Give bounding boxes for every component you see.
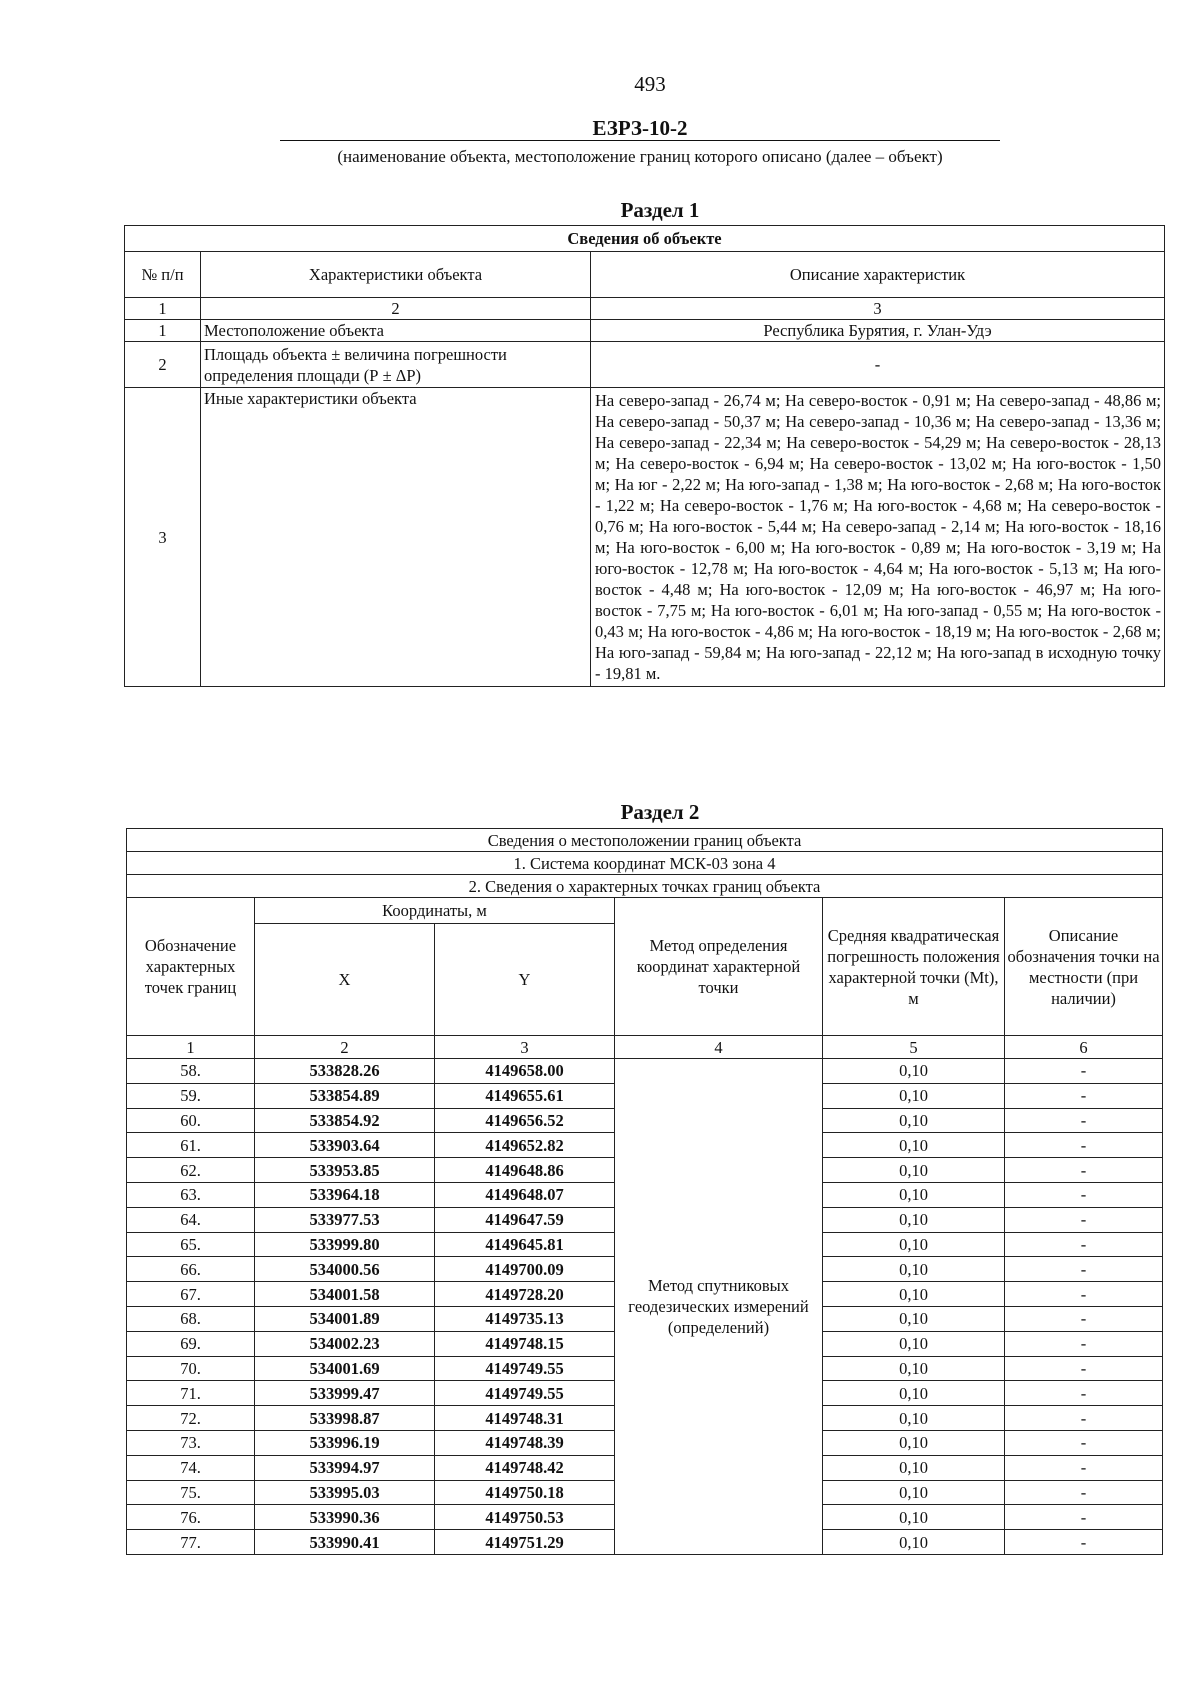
point-description: - [1005, 1207, 1163, 1232]
point-description: - [1005, 1455, 1163, 1480]
coord-y: 4149652.82 [435, 1133, 615, 1158]
point-description: - [1005, 1530, 1163, 1555]
mean-error: 0,10 [823, 1257, 1005, 1282]
coord-x: 534001.58 [255, 1282, 435, 1307]
point-description: - [1005, 1505, 1163, 1530]
mean-error: 0,10 [823, 1406, 1005, 1431]
point-label: 68. [127, 1306, 255, 1331]
coord-x: 534000.56 [255, 1257, 435, 1282]
coord-x: 533994.97 [255, 1455, 435, 1480]
coord-y: 4149750.53 [435, 1505, 615, 1530]
coord-y: 4149700.09 [435, 1257, 615, 1282]
object-info-table [124, 225, 1165, 687]
coord-x: 534001.69 [255, 1356, 435, 1381]
mean-error: 0,10 [823, 1505, 1005, 1530]
row-num: 2 [125, 342, 201, 388]
mean-error: 0,10 [823, 1381, 1005, 1406]
header-coordinates: Координаты, м [255, 898, 615, 924]
coord-x: 533995.03 [255, 1480, 435, 1505]
coord-y: 4149648.86 [435, 1158, 615, 1183]
mean-error: 0,10 [823, 1306, 1005, 1331]
row-num: 3 [125, 388, 201, 687]
row-characteristic: Местоположение объекта [201, 320, 591, 342]
mean-error: 0,10 [823, 1430, 1005, 1455]
point-label: 70. [127, 1356, 255, 1381]
method-cell: Метод спутниковых геодезических измерений (определений) [615, 1059, 823, 1555]
coord-y: 4149655.61 [435, 1083, 615, 1108]
coord-x: 534001.89 [255, 1306, 435, 1331]
coord-y: 4149748.42 [435, 1455, 615, 1480]
point-label: 64. [127, 1207, 255, 1232]
col-number: 6 [1005, 1036, 1163, 1059]
col-number: 4 [615, 1036, 823, 1059]
coord-y: 4149749.55 [435, 1356, 615, 1381]
point-label: 60. [127, 1108, 255, 1133]
row-characteristic: Иные характеристики объекта [201, 388, 591, 687]
point-description: - [1005, 1133, 1163, 1158]
coord-x: 534002.23 [255, 1331, 435, 1356]
header-characteristics: Характеристики объекта [201, 252, 591, 298]
point-description: - [1005, 1406, 1163, 1431]
coord-x: 533854.89 [255, 1083, 435, 1108]
coord-x: 533990.41 [255, 1530, 435, 1555]
header-point-description: Описание обозначения точки на местности (при наличии) [1005, 898, 1163, 1036]
header-point: Обозначение характерных точек границ [127, 898, 255, 1036]
point-label: 66. [127, 1257, 255, 1282]
row-description: На северо-запад - 26,74 м; На северо-восток - 0,91 м; На северо-запад - 48,86 м; На северо-запад - 50,37 м; На северо-запад - 10,36 м; На северо-запад - 13,36 м; На северо-запад - 22,34 м; На северо-восток - 54,29 м; На северо-восток - 28,13 м; На северо-восток - 6,94 м; На северо-восток - 13,02 м; На юго-восток - 1,50 м; На юг - 2,22 м; На юго-запад - 1,38 м; На юго-восток - 2,68 м; На юго-восток - 1,22 м; На северо-восток - 1,76 м; На юго-восток - 4,68 м; На северо-восток - 0,76 м; На юго-восток - 5,44 м; На северо-запад - 2,14 м; На юго-восток - 18,16 м; На юго-восток - 6,00 м; На юго-восток - 0,89 м; На юго-восток - 3,19 м; На юго-восток - 12,78 м; На юго-восток - 4,64 м; На юго-восток - 5,13 м; На юго-восток - 4,48 м; На юго-восток - 12,09 м; На юго-восток - 46,97 м; На юго-восток - 7,75 м; На юго-восток - 6,01 м; На юго-запад - 0,55 м; На юго-восток - 0,43 м; На юго-восток - 4,86 м; На юго-восток - 18,19 м; На юго-восток - 2,68 м; На юго-запад - 59,84 м; На юго-запад - 22,12 м; На юго-запад в исходную точку - 19,81 м. [591, 388, 1165, 687]
header-description: Описание характеристик [591, 252, 1165, 298]
point-label: 76. [127, 1505, 255, 1530]
point-description: - [1005, 1356, 1163, 1381]
object-code: ЕЗРЗ-10-2 [592, 116, 688, 140]
table-row [125, 342, 1165, 388]
coord-y: 4149751.29 [435, 1530, 615, 1555]
mean-error: 0,10 [823, 1158, 1005, 1183]
point-label: 63. [127, 1182, 255, 1207]
mean-error: 0,10 [823, 1207, 1005, 1232]
coord-y: 4149656.52 [435, 1108, 615, 1133]
coord-x: 533996.19 [255, 1430, 435, 1455]
mean-error: 0,10 [823, 1530, 1005, 1555]
coord-x: 533903.64 [255, 1133, 435, 1158]
coord-y: 4149645.81 [435, 1232, 615, 1257]
point-description: - [1005, 1108, 1163, 1133]
point-description: - [1005, 1059, 1163, 1084]
coord-x: 533990.36 [255, 1505, 435, 1530]
table-row [125, 320, 1165, 342]
point-description: - [1005, 1158, 1163, 1183]
header-method: Метод определения координат характерной точки [615, 898, 823, 1036]
col-number: 1 [127, 1036, 255, 1059]
coord-x: 533953.85 [255, 1158, 435, 1183]
mean-error: 0,10 [823, 1108, 1005, 1133]
mean-error: 0,10 [823, 1455, 1005, 1480]
row-characteristic: Площадь объекта ± величина погрешности определения площади (Р ± ΔР) [201, 342, 591, 388]
point-label: 72. [127, 1406, 255, 1431]
mean-error: 0,10 [823, 1480, 1005, 1505]
point-description: - [1005, 1282, 1163, 1307]
point-description: - [1005, 1306, 1163, 1331]
point-label: 59. [127, 1083, 255, 1108]
point-label: 75. [127, 1480, 255, 1505]
point-label: 65. [127, 1232, 255, 1257]
mean-error: 0,10 [823, 1059, 1005, 1084]
coord-y: 4149735.13 [435, 1306, 615, 1331]
header-y: Y [435, 924, 615, 1036]
coord-x: 533964.18 [255, 1182, 435, 1207]
table2-subtitle: 2. Сведения о характерных точках границ объекта [127, 875, 1163, 898]
section2-title: Раздел 2 [620, 800, 700, 824]
header-x: X [255, 924, 435, 1036]
point-description: - [1005, 1331, 1163, 1356]
page-number: 493 [634, 72, 666, 96]
table1-title: Сведения об объекте [125, 226, 1165, 252]
point-label: 71. [127, 1381, 255, 1406]
coord-x: 533854.92 [255, 1108, 435, 1133]
point-label: 74. [127, 1455, 255, 1480]
point-description: - [1005, 1182, 1163, 1207]
coord-x: 533828.26 [255, 1059, 435, 1084]
row-description: Республика Бурятия, г. Улан-Удэ [591, 320, 1165, 342]
point-label: 62. [127, 1158, 255, 1183]
object-caption: (наименование объекта, местоположение границ которого описано (далее – объект) [337, 147, 943, 166]
coord-y: 4149647.59 [435, 1207, 615, 1232]
coord-y: 4149749.55 [435, 1381, 615, 1406]
mean-error: 0,10 [823, 1232, 1005, 1257]
point-label: 73. [127, 1430, 255, 1455]
point-label: 77. [127, 1530, 255, 1555]
col-number: 2 [255, 1036, 435, 1059]
coord-y: 4149728.20 [435, 1282, 615, 1307]
boundary-points-table [126, 828, 1163, 1555]
point-description: - [1005, 1480, 1163, 1505]
header-error: Средняя квадратическая погрешность положения характерной точки (Mt), м [823, 898, 1005, 1036]
point-label: 58. [127, 1059, 255, 1084]
mean-error: 0,10 [823, 1356, 1005, 1381]
mean-error: 0,10 [823, 1083, 1005, 1108]
point-label: 61. [127, 1133, 255, 1158]
mean-error: 0,10 [823, 1133, 1005, 1158]
coord-x: 533998.87 [255, 1406, 435, 1431]
mean-error: 0,10 [823, 1182, 1005, 1207]
coord-x: 533977.53 [255, 1207, 435, 1232]
col-number: 3 [591, 298, 1165, 320]
table2-title: Сведения о местоположении границ объекта [127, 829, 1163, 852]
coord-y: 4149648.07 [435, 1182, 615, 1207]
point-description: - [1005, 1232, 1163, 1257]
object-underline [280, 140, 1000, 141]
row-num: 1 [125, 320, 201, 342]
coordinate-system: 1. Система координат МСК-03 зона 4 [127, 852, 1163, 875]
coord-y: 4149658.00 [435, 1059, 615, 1084]
coord-x: 533999.80 [255, 1232, 435, 1257]
coord-x: 533999.47 [255, 1381, 435, 1406]
coord-y: 4149748.39 [435, 1430, 615, 1455]
col-number: 2 [201, 298, 591, 320]
point-description: - [1005, 1257, 1163, 1282]
point-description: - [1005, 1430, 1163, 1455]
col-number: 1 [125, 298, 201, 320]
mean-error: 0,10 [823, 1331, 1005, 1356]
point-description: - [1005, 1083, 1163, 1108]
coord-y: 4149748.31 [435, 1406, 615, 1431]
col-number: 3 [435, 1036, 615, 1059]
row-description: - [591, 342, 1165, 388]
coord-y: 4149750.18 [435, 1480, 615, 1505]
header-num: № п/п [125, 252, 201, 298]
mean-error: 0,10 [823, 1282, 1005, 1307]
point-label: 67. [127, 1282, 255, 1307]
col-number: 5 [823, 1036, 1005, 1059]
point-description: - [1005, 1381, 1163, 1406]
section1-title: Раздел 1 [620, 198, 700, 222]
point-label: 69. [127, 1331, 255, 1356]
table-row [127, 1059, 1163, 1084]
coord-y: 4149748.15 [435, 1331, 615, 1356]
table-row [125, 388, 1165, 687]
